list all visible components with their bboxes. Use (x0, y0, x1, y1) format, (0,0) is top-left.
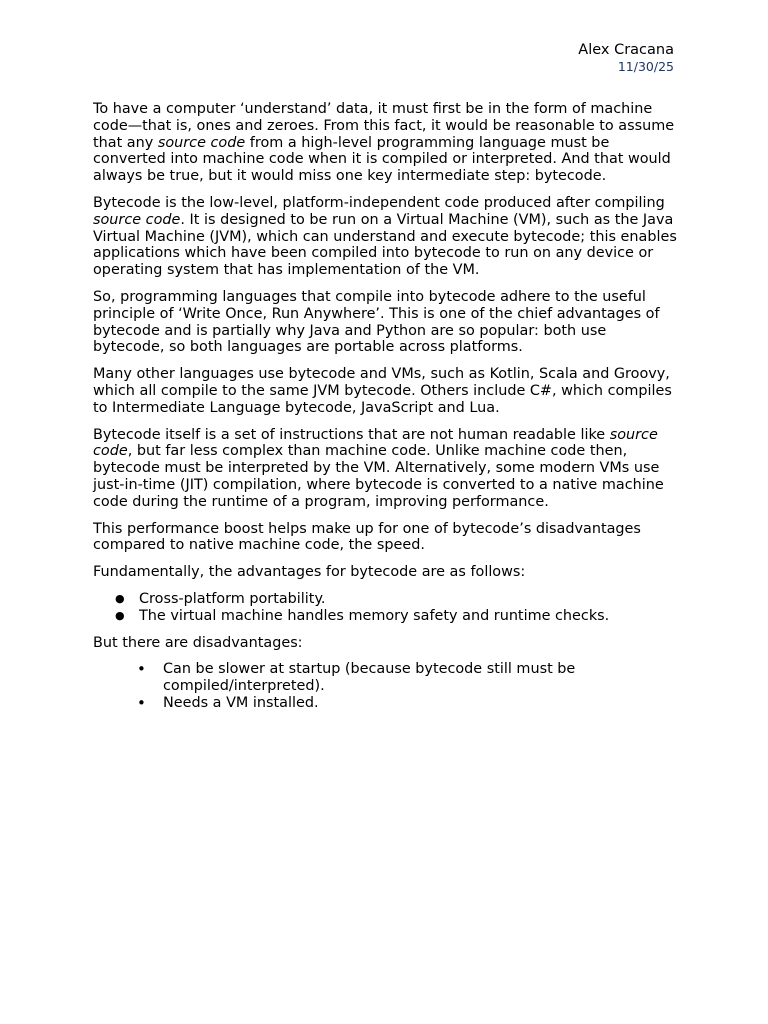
paragraph-4: Many other languages use bytecode and VMs, such as Kotlin, Scala and Groovy, which all compile to the same JVM bytecode. Others include C#, which compiles to Intermediate Language bytecode, JavaScript and Lua. (93, 366, 672, 416)
list-item-text: Cross-platform portability. (139, 590, 326, 607)
bullet-icon: • (137, 660, 146, 679)
advantages-list (93, 591, 677, 625)
document-date: 11/30/25 (617, 59, 674, 74)
document-body (93, 101, 677, 712)
bullet-icon: • (137, 693, 146, 712)
paragraph-3: So, programming languages that compile into bytecode adhere to the useful principle of ‘Write Once, Run Anywhere’. This is one of the chief advantages of bytecode and is partially why Java and Python are so popular: both use bytecode, so both languages are portable across platforms. (93, 288, 660, 356)
list-item (93, 591, 677, 608)
text: . It is designed to be run on a Virtual Machine (VM), such as the Java Virtual Machine (JVM), which can understand and execute bytecode; this enables applications which have been compiled into bytecode to run on any device or operating system that has implementation of the VM. (93, 211, 677, 279)
list-item (93, 695, 677, 712)
bullet-icon: ● (115, 608, 125, 622)
list-item-text: Needs a VM installed. (163, 694, 319, 711)
paragraph-5 (93, 427, 677, 511)
list-item-text: Can be slower at startup (because bytecode still must be compiled/interpreted). (163, 661, 576, 695)
paragraph-2 (93, 195, 677, 279)
author-name: Alex Cracana (578, 42, 674, 58)
text: Bytecode is the low-level, platform-independent code produced after compiling (93, 194, 665, 211)
text: , but far less complex than machine code. Unlike machine code then, bytecode must be interpreted by the VM. Alternatively, some modern VMs use just-in-time (JIT) compilation, where bytecode is converted to a native machine code during the runtime of a program, improving performance. (93, 443, 664, 510)
list-item-text: The virtual machine handles memory safety and runtime checks. (139, 607, 610, 624)
paragraph-8: But there are disadvantages: (93, 634, 303, 651)
paragraph-7: Fundamentally, the advantages for bytecode are as follows: (93, 564, 526, 581)
italic-term: source code (157, 134, 246, 151)
list-item (93, 608, 677, 625)
paragraph-6: This performance boost helps make up for one of bytecode’s disadvantages compared to native machine code, the speed. (93, 520, 641, 554)
bullet-icon: ● (115, 591, 125, 605)
italic-term: source code (93, 426, 658, 460)
disadvantages-list (93, 661, 677, 711)
text: from a high-level programming language must be converted into machine code when it is compiled or interpreted. And that would always be true, but it would miss one key intermediate step: bytecode. (93, 134, 671, 185)
paragraph-1 (93, 101, 677, 185)
list-item (93, 661, 677, 695)
text: Bytecode itself is a set of instructions that are not human readable like (93, 426, 610, 443)
header-block (578, 41, 674, 74)
text: To have a computer ‘understand’ data, it must first be in the form of machine code—that is, ones and zeroes. From this fact, it would be reasonable to assume that any (93, 101, 675, 151)
italic-term: source code (93, 211, 181, 228)
